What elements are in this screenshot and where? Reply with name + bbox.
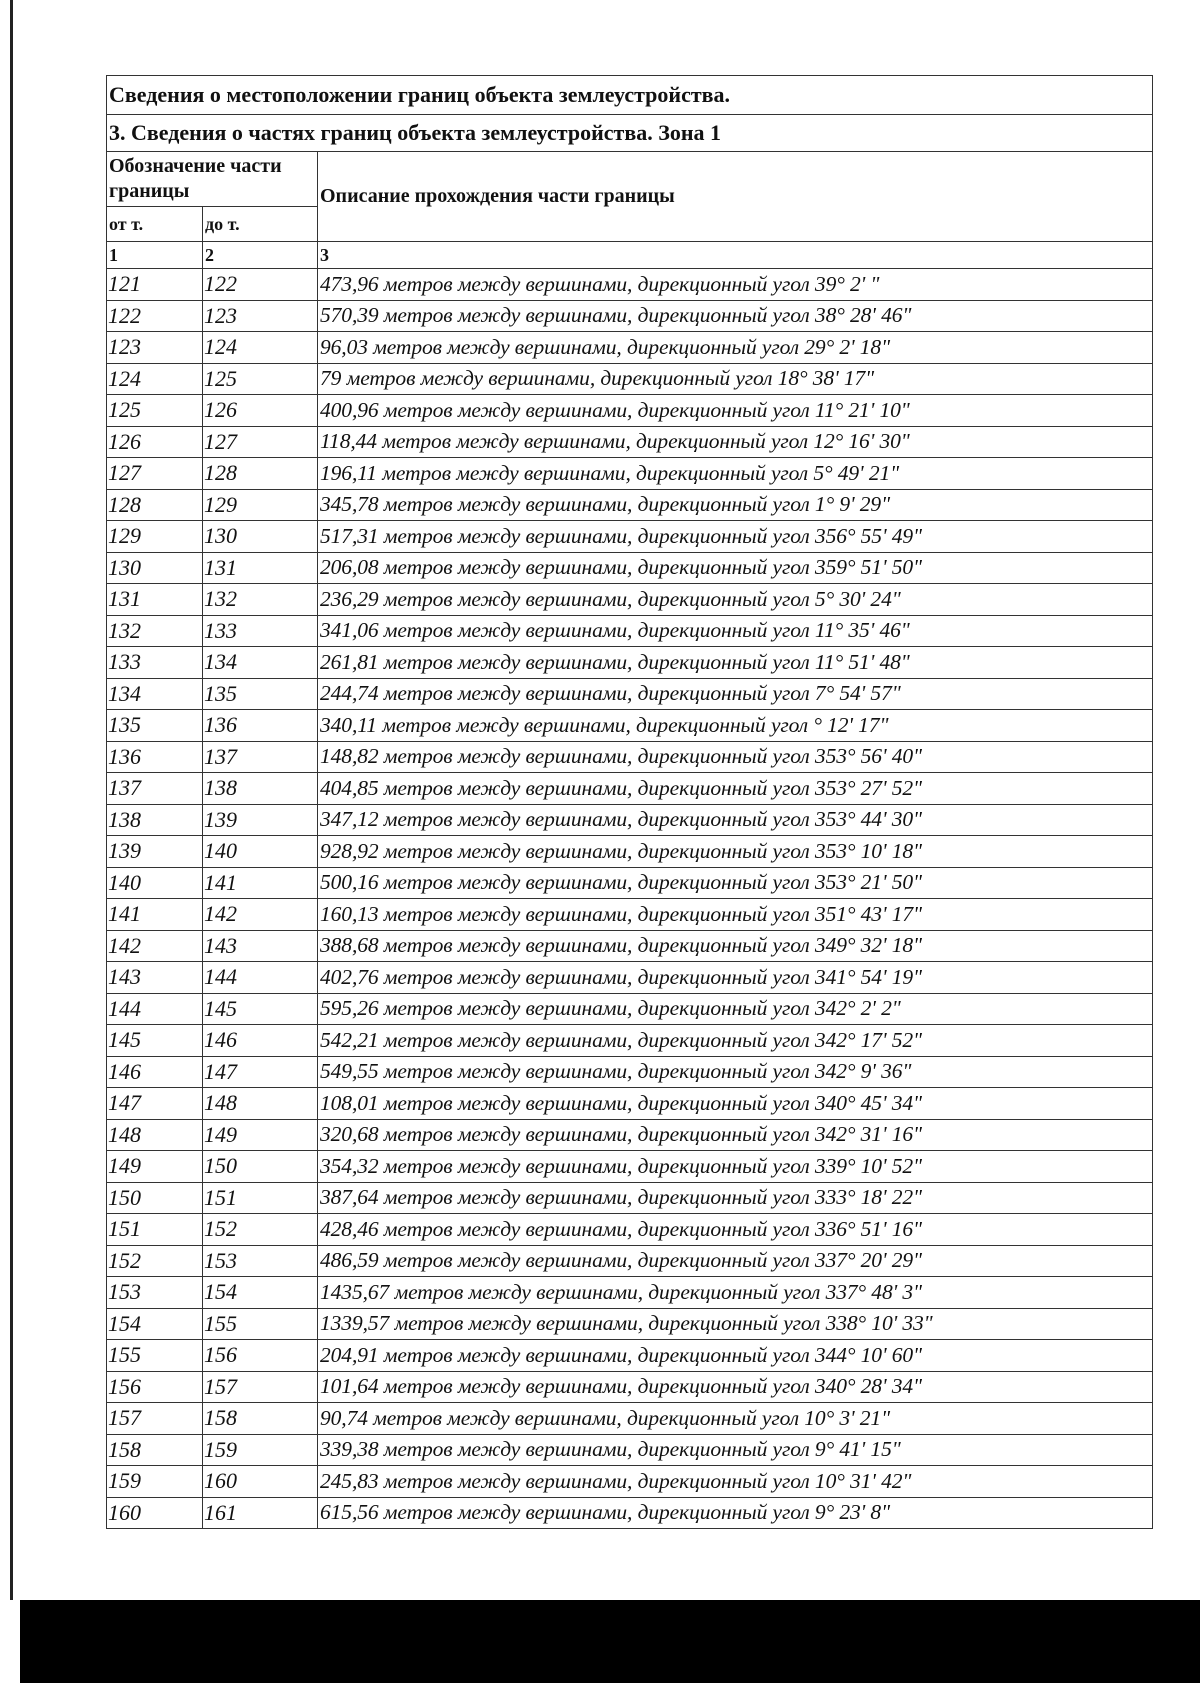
segment-description-cell: 244,74 метров между вершинами, дирекционный угол 7° 54' 57" — [318, 678, 1153, 710]
table-row — [107, 615, 1153, 647]
segment-description-cell: 148,82 метров между вершинами, дирекционный угол 353° 56' 40" — [318, 741, 1153, 773]
segment-description-cell: 549,55 метров между вершинами, дирекционный угол 342° 9' 36" — [318, 1056, 1153, 1088]
point-from-cell: 159 — [107, 1466, 203, 1498]
segment-description-cell: 345,78 метров между вершинами, дирекционный угол 1° 9' 29" — [318, 489, 1153, 521]
table-row — [107, 521, 1153, 553]
point-from-cell: 143 — [107, 962, 203, 994]
point-to-cell: 131 — [203, 552, 318, 584]
segment-description-cell: 101,64 метров между вершинами, дирекционный угол 340° 28' 34" — [318, 1371, 1153, 1403]
point-from-cell: 136 — [107, 741, 203, 773]
segment-description-cell: 486,59 метров между вершинами, дирекционный угол 337° 20' 29" — [318, 1245, 1153, 1277]
document-page — [106, 75, 1152, 1529]
segment-description-cell: 542,21 метров между вершинами, дирекционный угол 342° 17' 52" — [318, 1025, 1153, 1057]
segment-description-cell: 388,68 метров между вершинами, дирекционный угол 349° 32' 18" — [318, 930, 1153, 962]
scan-black-border — [0, 1600, 1200, 1683]
point-to-cell: 140 — [203, 836, 318, 868]
point-from-cell: 139 — [107, 836, 203, 868]
point-from-cell: 129 — [107, 521, 203, 553]
point-to-cell: 122 — [203, 269, 318, 301]
segment-description-cell: 595,26 метров между вершинами, дирекционный угол 342° 2' 2" — [318, 993, 1153, 1025]
point-to-cell: 136 — [203, 710, 318, 742]
segment-description-cell: 118,44 метров между вершинами, дирекционный угол 12° 16' 30" — [318, 426, 1153, 458]
point-from-cell: 125 — [107, 395, 203, 427]
table-row — [107, 899, 1153, 931]
segment-description-cell: 79 метров между вершинами, дирекционный угол 18° 38' 17" — [318, 363, 1153, 395]
segment-description-cell: 928,92 метров между вершинами, дирекционный угол 353° 10' 18" — [318, 836, 1153, 868]
segment-description-cell: 206,08 метров между вершинами, дирекционный угол 359° 51' 50" — [318, 552, 1153, 584]
point-from-cell: 154 — [107, 1308, 203, 1340]
boundary-table — [106, 75, 1153, 1529]
segment-description-cell: 500,16 метров между вершинами, дирекционный угол 353° 21' 50" — [318, 867, 1153, 899]
table-row — [107, 552, 1153, 584]
scan-left-edge — [10, 0, 13, 1683]
point-from-cell: 131 — [107, 584, 203, 616]
point-to-cell: 154 — [203, 1277, 318, 1309]
point-to-cell: 152 — [203, 1214, 318, 1246]
segment-description-cell: 404,85 метров между вершинами, дирекционный угол 353° 27' 52" — [318, 773, 1153, 805]
table-row — [107, 1119, 1153, 1151]
table-row — [107, 1308, 1153, 1340]
table-row — [107, 867, 1153, 899]
point-from-cell: 160 — [107, 1497, 203, 1529]
segment-description-cell: 517,31 метров между вершинами, дирекционный угол 356° 55' 49" — [318, 521, 1153, 553]
point-from-cell: 121 — [107, 269, 203, 301]
point-from-cell: 141 — [107, 899, 203, 931]
point-from-cell: 142 — [107, 930, 203, 962]
scan-white-corner — [0, 1600, 20, 1683]
point-to-cell: 126 — [203, 395, 318, 427]
point-from-cell: 152 — [107, 1245, 203, 1277]
table-row — [107, 458, 1153, 490]
table-row — [107, 741, 1153, 773]
table-row — [107, 647, 1153, 679]
table-row — [107, 804, 1153, 836]
table-row — [107, 710, 1153, 742]
segment-description-cell: 320,68 метров между вершинами, дирекционный угол 342° 31' 16" — [318, 1119, 1153, 1151]
point-to-cell: 150 — [203, 1151, 318, 1183]
col-number: 3 — [318, 242, 1153, 269]
segment-description-cell: 1435,67 метров между вершинами, дирекционный угол 337° 48' 3" — [318, 1277, 1153, 1309]
point-from-cell: 156 — [107, 1371, 203, 1403]
point-from-cell: 150 — [107, 1182, 203, 1214]
point-from-cell: 123 — [107, 332, 203, 364]
point-to-cell: 134 — [203, 647, 318, 679]
section-title-row — [107, 115, 1153, 152]
point-from-cell: 137 — [107, 773, 203, 805]
point-to-cell: 123 — [203, 300, 318, 332]
segment-description-cell: 387,64 метров между вершинами, дирекционный угол 333° 18' 22" — [318, 1182, 1153, 1214]
point-from-cell: 122 — [107, 300, 203, 332]
segment-description-cell: 473,96 метров между вершинами, дирекционный угол 39° 2' " — [318, 269, 1153, 301]
table-row — [107, 1245, 1153, 1277]
col-number: 2 — [203, 242, 318, 269]
table-row — [107, 426, 1153, 458]
point-to-cell: 137 — [203, 741, 318, 773]
table-row — [107, 1151, 1153, 1183]
point-from-cell: 153 — [107, 1277, 203, 1309]
table-row — [107, 1025, 1153, 1057]
point-from-cell: 128 — [107, 489, 203, 521]
table-row — [107, 678, 1153, 710]
point-from-cell: 158 — [107, 1434, 203, 1466]
table-row — [107, 1497, 1153, 1529]
point-to-cell: 130 — [203, 521, 318, 553]
segment-description-cell: 236,29 метров между вершинами, дирекционный угол 5° 30' 24" — [318, 584, 1153, 616]
point-to-cell: 142 — [203, 899, 318, 931]
table-title-row — [107, 76, 1153, 115]
table-row — [107, 1340, 1153, 1372]
point-from-cell: 157 — [107, 1403, 203, 1435]
segment-description-cell: 428,46 метров между вершинами, дирекционный угол 336° 51' 16" — [318, 1214, 1153, 1246]
segment-description-cell: 354,32 метров между вершинами, дирекционный угол 339° 10' 52" — [318, 1151, 1153, 1183]
point-to-cell: 128 — [203, 458, 318, 490]
segment-description-cell: 340,11 метров между вершинами, дирекционный угол ° 12' 17" — [318, 710, 1153, 742]
segment-description-cell: 341,06 метров между вершинами, дирекционный угол 11° 35' 46" — [318, 615, 1153, 647]
point-to-cell: 151 — [203, 1182, 318, 1214]
col-group-header: Обозначение части границы — [107, 152, 318, 207]
table-row — [107, 773, 1153, 805]
point-to-cell: 158 — [203, 1403, 318, 1435]
segment-description-cell: 402,76 метров между вершинами, дирекционный угол 341° 54' 19" — [318, 962, 1153, 994]
table-row — [107, 836, 1153, 868]
point-to-cell: 148 — [203, 1088, 318, 1120]
table-row — [107, 993, 1153, 1025]
point-to-cell: 146 — [203, 1025, 318, 1057]
col-from-header: от т. — [107, 207, 203, 242]
segment-description-cell: 261,81 метров между вершинами, дирекционный угол 11° 51' 48" — [318, 647, 1153, 679]
point-to-cell: 141 — [203, 867, 318, 899]
point-to-cell: 124 — [203, 332, 318, 364]
col-to-header: до т. — [203, 207, 318, 242]
table-row — [107, 1434, 1153, 1466]
point-to-cell: 127 — [203, 426, 318, 458]
table-row — [107, 1371, 1153, 1403]
point-from-cell: 126 — [107, 426, 203, 458]
table-row — [107, 1056, 1153, 1088]
segment-description-cell: 108,01 метров между вершинами, дирекционный угол 340° 45' 34" — [318, 1088, 1153, 1120]
point-to-cell: 157 — [203, 1371, 318, 1403]
point-to-cell: 133 — [203, 615, 318, 647]
point-from-cell: 145 — [107, 1025, 203, 1057]
point-from-cell: 133 — [107, 647, 203, 679]
point-from-cell: 146 — [107, 1056, 203, 1088]
point-from-cell: 138 — [107, 804, 203, 836]
point-from-cell: 149 — [107, 1151, 203, 1183]
segment-description-cell: 90,74 метров между вершинами, дирекционный угол 10° 3' 21" — [318, 1403, 1153, 1435]
column-header-row — [107, 152, 1153, 207]
point-from-cell: 134 — [107, 678, 203, 710]
point-to-cell: 147 — [203, 1056, 318, 1088]
table-row — [107, 962, 1153, 994]
point-to-cell: 156 — [203, 1340, 318, 1372]
point-from-cell: 155 — [107, 1340, 203, 1372]
table-row — [107, 269, 1153, 301]
segment-description-cell: 347,12 метров между вершинами, дирекционный угол 353° 44' 30" — [318, 804, 1153, 836]
point-to-cell: 155 — [203, 1308, 318, 1340]
table-title: Сведения о местоположении границ объекта землеустройства. — [107, 76, 1153, 115]
point-to-cell: 138 — [203, 773, 318, 805]
point-from-cell: 130 — [107, 552, 203, 584]
point-to-cell: 161 — [203, 1497, 318, 1529]
point-to-cell: 153 — [203, 1245, 318, 1277]
table-row — [107, 1277, 1153, 1309]
point-from-cell: 151 — [107, 1214, 203, 1246]
point-from-cell: 135 — [107, 710, 203, 742]
point-to-cell: 139 — [203, 804, 318, 836]
table-row — [107, 395, 1153, 427]
point-to-cell: 132 — [203, 584, 318, 616]
column-number-row — [107, 242, 1153, 269]
segment-description-cell: 245,83 метров между вершинами, дирекционный угол 10° 31' 42" — [318, 1466, 1153, 1498]
point-to-cell: 149 — [203, 1119, 318, 1151]
point-from-cell: 132 — [107, 615, 203, 647]
point-to-cell: 125 — [203, 363, 318, 395]
point-to-cell: 160 — [203, 1466, 318, 1498]
segment-description-cell: 339,38 метров между вершинами, дирекционный угол 9° 41' 15" — [318, 1434, 1153, 1466]
table-row — [107, 363, 1153, 395]
segment-description-cell: 1339,57 метров между вершинами, дирекционный угол 338° 10' 33" — [318, 1308, 1153, 1340]
table-row — [107, 1214, 1153, 1246]
point-to-cell: 145 — [203, 993, 318, 1025]
table-row — [107, 584, 1153, 616]
point-to-cell: 159 — [203, 1434, 318, 1466]
point-from-cell: 144 — [107, 993, 203, 1025]
point-from-cell: 148 — [107, 1119, 203, 1151]
point-from-cell: 124 — [107, 363, 203, 395]
table-row — [107, 1088, 1153, 1120]
segment-description-cell: 615,56 метров между вершинами, дирекционный угол 9° 23' 8" — [318, 1497, 1153, 1529]
table-row — [107, 1466, 1153, 1498]
segment-description-cell: 196,11 метров между вершинами, дирекционный угол 5° 49' 21" — [318, 458, 1153, 490]
table-row — [107, 1403, 1153, 1435]
point-from-cell: 147 — [107, 1088, 203, 1120]
point-to-cell: 135 — [203, 678, 318, 710]
point-to-cell: 129 — [203, 489, 318, 521]
section-title: 3. Сведения о частях границ объекта землеустройства. Зона 1 — [107, 115, 1153, 152]
segment-description-cell: 96,03 метров между вершинами, дирекционный угол 29° 2' 18" — [318, 332, 1153, 364]
table-row — [107, 930, 1153, 962]
segment-description-cell: 400,96 метров между вершинами, дирекционный угол 11° 21' 10" — [318, 395, 1153, 427]
point-from-cell: 127 — [107, 458, 203, 490]
table-row — [107, 332, 1153, 364]
segment-description-cell: 570,39 метров между вершинами, дирекционный угол 38° 28' 46" — [318, 300, 1153, 332]
segment-description-cell: 204,91 метров между вершинами, дирекционный угол 344° 10' 60" — [318, 1340, 1153, 1372]
point-to-cell: 143 — [203, 930, 318, 962]
col-desc-header: Описание прохождения части границы — [318, 152, 1153, 242]
table-row — [107, 1182, 1153, 1214]
point-to-cell: 144 — [203, 962, 318, 994]
table-row — [107, 300, 1153, 332]
point-from-cell: 140 — [107, 867, 203, 899]
table-row — [107, 489, 1153, 521]
segment-description-cell: 160,13 метров между вершинами, дирекционный угол 351° 43' 17" — [318, 899, 1153, 931]
col-number: 1 — [107, 242, 203, 269]
